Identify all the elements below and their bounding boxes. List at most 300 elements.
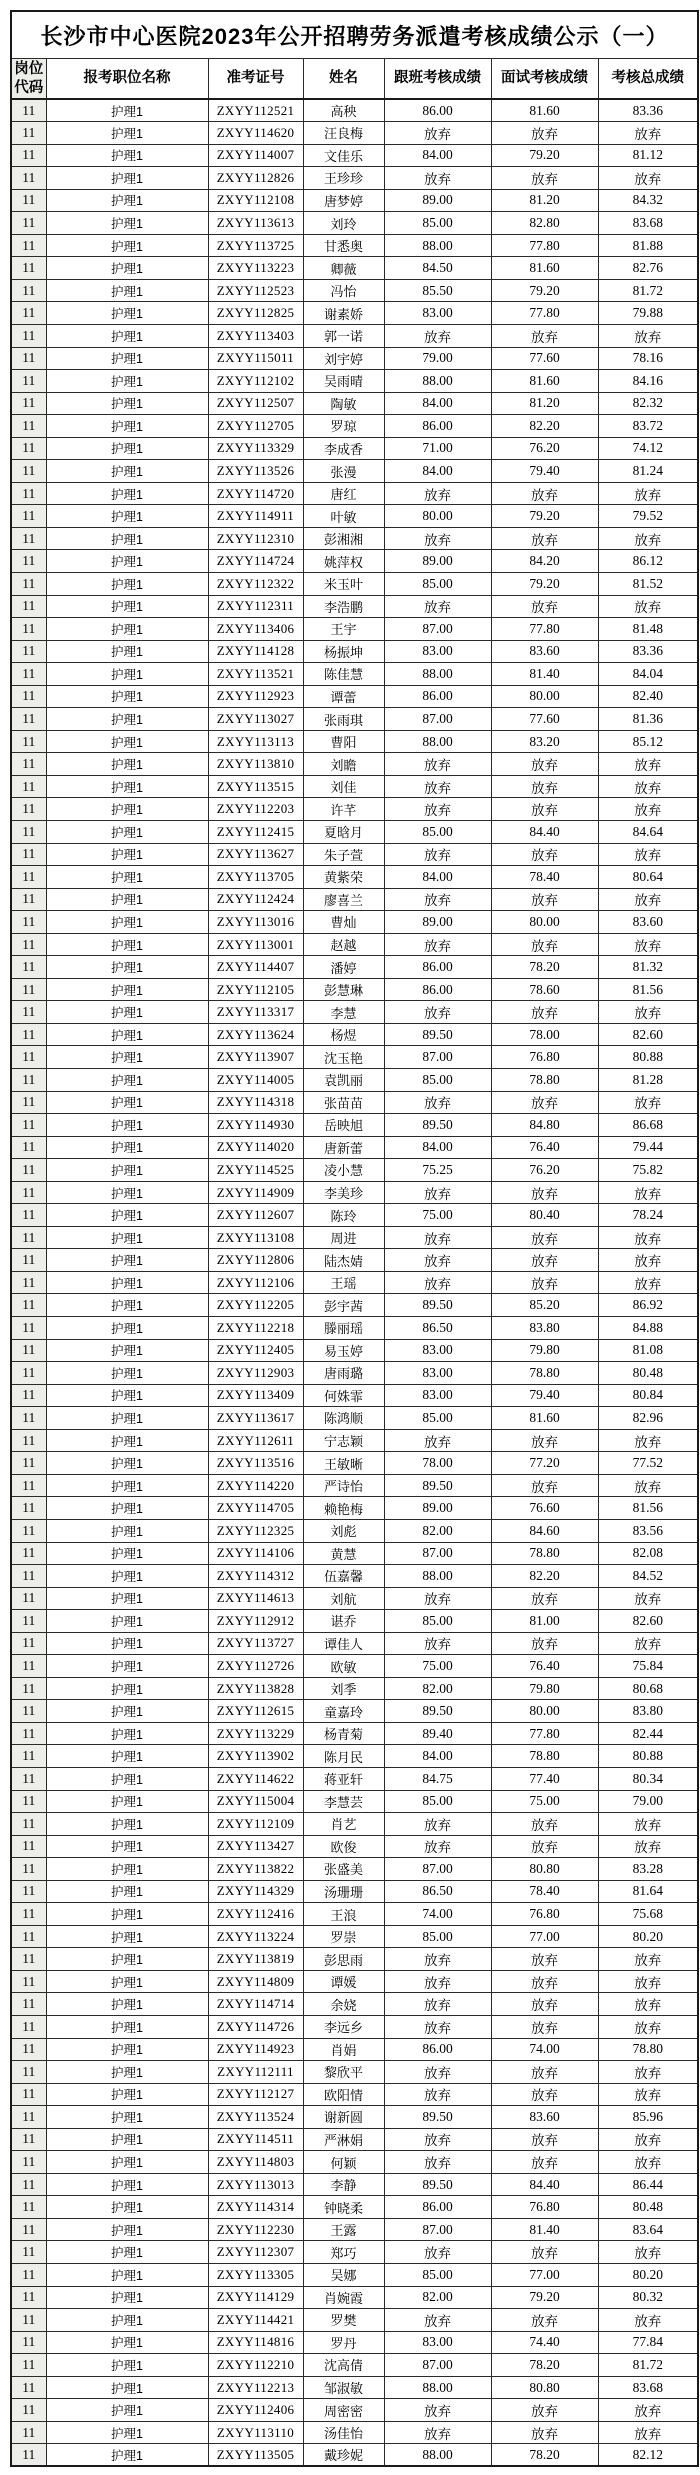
table-row bbox=[11, 888, 698, 911]
cell-position-name: 护理1 bbox=[46, 866, 208, 889]
cell-position-name: 护理1 bbox=[46, 1069, 208, 1092]
cell-interview-score: 放弃 bbox=[491, 1993, 598, 2016]
cell-shadow-score: 放弃 bbox=[384, 1587, 491, 1610]
table-row bbox=[11, 1565, 698, 1588]
table-row bbox=[11, 212, 698, 235]
cell-candidate-name: 王浪 bbox=[303, 1903, 384, 1926]
cell-position-name: 护理1 bbox=[46, 234, 208, 257]
cell-total-score: 放弃 bbox=[598, 1970, 698, 1993]
cell-total-score: 81.52 bbox=[598, 572, 698, 595]
cell-position-code: 11 bbox=[11, 1181, 46, 1204]
table-row bbox=[11, 1610, 698, 1633]
table-row bbox=[11, 2015, 698, 2038]
cell-total-score: 83.68 bbox=[598, 2376, 698, 2399]
table-row bbox=[11, 1497, 698, 1520]
cell-shadow-score: 89.50 bbox=[384, 2106, 491, 2129]
cell-interview-score: 80.00 bbox=[491, 911, 598, 934]
cell-total-score: 80.34 bbox=[598, 1767, 698, 1790]
cell-interview-score: 放弃 bbox=[491, 2083, 598, 2106]
cell-total-score: 83.72 bbox=[598, 415, 698, 438]
cell-position-code: 11 bbox=[11, 212, 46, 235]
cell-shadow-score: 84.00 bbox=[384, 392, 491, 415]
cell-shadow-score: 放弃 bbox=[384, 2151, 491, 2174]
table-row bbox=[11, 1790, 698, 1813]
cell-shadow-score: 放弃 bbox=[384, 1835, 491, 1858]
cell-position-name: 护理1 bbox=[46, 1565, 208, 1588]
cell-position-name: 护理1 bbox=[46, 798, 208, 821]
cell-candidate-name: 王瑶 bbox=[303, 1271, 384, 1294]
cell-interview-score: 83.60 bbox=[491, 2106, 598, 2129]
cell-interview-score: 81.40 bbox=[491, 663, 598, 686]
cell-ticket-number: ZXYY112923 bbox=[208, 685, 303, 708]
table-row bbox=[11, 1181, 698, 1204]
cell-shadow-score: 89.40 bbox=[384, 1722, 491, 1745]
cell-total-score: 83.28 bbox=[598, 1858, 698, 1881]
cell-ticket-number: ZXYY112213 bbox=[208, 2376, 303, 2399]
cell-position-code: 11 bbox=[11, 1700, 46, 1723]
cell-candidate-name: 沈玉艳 bbox=[303, 1046, 384, 1069]
cell-interview-score: 74.00 bbox=[491, 2038, 598, 2061]
cell-ticket-number: ZXYY112311 bbox=[208, 595, 303, 618]
cell-interview-score: 放弃 bbox=[491, 595, 598, 618]
table-head bbox=[11, 11, 698, 99]
cell-ticket-number: ZXYY113822 bbox=[208, 1858, 303, 1881]
cell-position-code: 11 bbox=[11, 1271, 46, 1294]
cell-position-name: 护理1 bbox=[46, 1542, 208, 1565]
cell-interview-score: 79.20 bbox=[491, 505, 598, 528]
cell-shadow-score: 放弃 bbox=[384, 595, 491, 618]
cell-position-name: 护理1 bbox=[46, 99, 208, 122]
cell-candidate-name: 杨青菊 bbox=[303, 1722, 384, 1745]
cell-position-name: 护理1 bbox=[46, 1001, 208, 1024]
cell-position-code: 11 bbox=[11, 437, 46, 460]
cell-total-score: 放弃 bbox=[598, 2421, 698, 2444]
cell-interview-score: 78.20 bbox=[491, 2354, 598, 2377]
table-row bbox=[11, 1204, 698, 1227]
cell-total-score: 75.84 bbox=[598, 1655, 698, 1678]
cell-position-name: 护理1 bbox=[46, 2354, 208, 2377]
cell-candidate-name: 李美珍 bbox=[303, 1181, 384, 1204]
cell-interview-score: 77.60 bbox=[491, 347, 598, 370]
cell-total-score: 84.88 bbox=[598, 1317, 698, 1340]
cell-position-name: 护理1 bbox=[46, 1249, 208, 1272]
cell-shadow-score: 放弃 bbox=[384, 1813, 491, 1836]
cell-interview-score: 放弃 bbox=[491, 1226, 598, 1249]
cell-ticket-number: ZXYY112102 bbox=[208, 370, 303, 393]
header-row bbox=[11, 59, 698, 100]
cell-ticket-number: ZXYY114525 bbox=[208, 1159, 303, 1182]
cell-total-score: 81.24 bbox=[598, 460, 698, 483]
cell-total-score: 放弃 bbox=[598, 122, 698, 145]
cell-interview-score: 76.40 bbox=[491, 1136, 598, 1159]
cell-total-score: 86.68 bbox=[598, 1114, 698, 1137]
cell-position-code: 11 bbox=[11, 1294, 46, 1317]
cell-position-name: 护理1 bbox=[46, 1587, 208, 1610]
cell-candidate-name: 廖喜兰 bbox=[303, 888, 384, 911]
cell-interview-score: 77.80 bbox=[491, 618, 598, 641]
cell-ticket-number: ZXYY112903 bbox=[208, 1362, 303, 1385]
cell-position-name: 护理1 bbox=[46, 1858, 208, 1881]
cell-shadow-score: 89.50 bbox=[384, 1700, 491, 1723]
cell-position-code: 11 bbox=[11, 911, 46, 934]
cell-ticket-number: ZXYY112424 bbox=[208, 888, 303, 911]
cell-interview-score: 82.80 bbox=[491, 212, 598, 235]
cell-position-name: 护理1 bbox=[46, 1903, 208, 1926]
cell-ticket-number: ZXYY115011 bbox=[208, 347, 303, 370]
cell-shadow-score: 83.00 bbox=[384, 1362, 491, 1385]
cell-shadow-score: 85.00 bbox=[384, 212, 491, 235]
table-row bbox=[11, 1745, 698, 1768]
cell-position-name: 护理1 bbox=[46, 2444, 208, 2467]
cell-position-name: 护理1 bbox=[46, 302, 208, 325]
cell-position-name: 护理1 bbox=[46, 324, 208, 347]
column-header-ticket-number: 准考证号 bbox=[208, 59, 303, 100]
cell-shadow-score: 85.50 bbox=[384, 279, 491, 302]
cell-position-name: 护理1 bbox=[46, 730, 208, 753]
cell-total-score: 82.40 bbox=[598, 685, 698, 708]
cell-position-code: 11 bbox=[11, 753, 46, 776]
cell-position-name: 护理1 bbox=[46, 2218, 208, 2241]
cell-shadow-score: 86.00 bbox=[384, 415, 491, 438]
cell-candidate-name: 何姝霏 bbox=[303, 1384, 384, 1407]
cell-total-score: 放弃 bbox=[598, 482, 698, 505]
cell-interview-score: 84.80 bbox=[491, 1114, 598, 1137]
cell-ticket-number: ZXYY112230 bbox=[208, 2218, 303, 2241]
cell-shadow-score: 85.00 bbox=[384, 572, 491, 595]
cell-position-name: 护理1 bbox=[46, 1519, 208, 1542]
cell-position-code: 11 bbox=[11, 1249, 46, 1272]
cell-shadow-score: 71.00 bbox=[384, 437, 491, 460]
cell-total-score: 82.12 bbox=[598, 2444, 698, 2467]
cell-position-name: 护理1 bbox=[46, 1993, 208, 2016]
cell-total-score: 80.32 bbox=[598, 2286, 698, 2309]
cell-total-score: 80.88 bbox=[598, 1046, 698, 1069]
cell-shadow-score: 89.50 bbox=[384, 1294, 491, 1317]
cell-ticket-number: ZXYY113329 bbox=[208, 437, 303, 460]
cell-shadow-score: 放弃 bbox=[384, 888, 491, 911]
cell-ticket-number: ZXYY113305 bbox=[208, 2264, 303, 2287]
cell-candidate-name: 何颖 bbox=[303, 2151, 384, 2174]
cell-position-code: 11 bbox=[11, 1069, 46, 1092]
cell-candidate-name: 余娆 bbox=[303, 1993, 384, 2016]
cell-position-name: 护理1 bbox=[46, 685, 208, 708]
table-row bbox=[11, 775, 698, 798]
cell-ticket-number: ZXYY113524 bbox=[208, 2106, 303, 2129]
cell-position-name: 护理1 bbox=[46, 1813, 208, 1836]
cell-shadow-score: 放弃 bbox=[384, 1091, 491, 1114]
cell-candidate-name: 刘季 bbox=[303, 1677, 384, 1700]
cell-candidate-name: 曹阳 bbox=[303, 730, 384, 753]
table-row bbox=[11, 1069, 698, 1092]
table-row bbox=[11, 1114, 698, 1137]
cell-shadow-score: 88.00 bbox=[384, 234, 491, 257]
cell-interview-score: 放弃 bbox=[491, 2421, 598, 2444]
cell-ticket-number: ZXYY112325 bbox=[208, 1519, 303, 1542]
cell-interview-score: 81.60 bbox=[491, 257, 598, 280]
cell-position-code: 11 bbox=[11, 2038, 46, 2061]
table-row bbox=[11, 1474, 698, 1497]
cell-candidate-name: 李慧芸 bbox=[303, 1790, 384, 1813]
cell-position-code: 11 bbox=[11, 2264, 46, 2287]
cell-interview-score: 放弃 bbox=[491, 2399, 598, 2422]
cell-candidate-name: 严淋娟 bbox=[303, 2128, 384, 2151]
cell-ticket-number: ZXYY112726 bbox=[208, 1655, 303, 1678]
cell-position-name: 护理1 bbox=[46, 1655, 208, 1678]
cell-shadow-score: 88.00 bbox=[384, 663, 491, 686]
cell-shadow-score: 87.00 bbox=[384, 708, 491, 731]
cell-total-score: 81.32 bbox=[598, 956, 698, 979]
column-header-shadow-score: 跟班考核成绩 bbox=[384, 59, 491, 100]
cell-ticket-number: ZXYY113406 bbox=[208, 618, 303, 641]
table-row bbox=[11, 572, 698, 595]
cell-position-code: 11 bbox=[11, 1204, 46, 1227]
cell-interview-score: 放弃 bbox=[491, 1813, 598, 1836]
cell-interview-score: 79.80 bbox=[491, 1339, 598, 1362]
cell-position-code: 11 bbox=[11, 1542, 46, 1565]
cell-shadow-score: 85.00 bbox=[384, 821, 491, 844]
cell-ticket-number: ZXYY113110 bbox=[208, 2421, 303, 2444]
cell-total-score: 放弃 bbox=[598, 1587, 698, 1610]
cell-total-score: 81.72 bbox=[598, 279, 698, 302]
cell-shadow-score: 87.00 bbox=[384, 1858, 491, 1881]
cell-total-score: 放弃 bbox=[598, 1249, 698, 1272]
cell-shadow-score: 89.50 bbox=[384, 1474, 491, 1497]
cell-ticket-number: ZXYY114930 bbox=[208, 1114, 303, 1137]
cell-ticket-number: ZXYY112826 bbox=[208, 167, 303, 190]
cell-total-score: 放弃 bbox=[598, 527, 698, 550]
cell-ticket-number: ZXYY113725 bbox=[208, 234, 303, 257]
cell-total-score: 83.68 bbox=[598, 212, 698, 235]
cell-ticket-number: ZXYY114724 bbox=[208, 550, 303, 573]
cell-total-score: 79.00 bbox=[598, 1790, 698, 1813]
cell-total-score: 77.84 bbox=[598, 2331, 698, 2354]
cell-position-code: 11 bbox=[11, 1993, 46, 2016]
cell-interview-score: 放弃 bbox=[491, 324, 598, 347]
cell-ticket-number: ZXYY113403 bbox=[208, 324, 303, 347]
table-row bbox=[11, 843, 698, 866]
cell-position-code: 11 bbox=[11, 685, 46, 708]
cell-candidate-name: 张苗苗 bbox=[303, 1091, 384, 1114]
cell-total-score: 80.88 bbox=[598, 1745, 698, 1768]
cell-candidate-name: 吴娜 bbox=[303, 2264, 384, 2287]
cell-candidate-name: 凌小慧 bbox=[303, 1159, 384, 1182]
cell-ticket-number: ZXYY112705 bbox=[208, 415, 303, 438]
cell-candidate-name: 彭思雨 bbox=[303, 1948, 384, 1971]
cell-shadow-score: 87.00 bbox=[384, 2354, 491, 2377]
cell-shadow-score: 89.00 bbox=[384, 550, 491, 573]
table-row bbox=[11, 2354, 698, 2377]
cell-total-score: 放弃 bbox=[598, 2015, 698, 2038]
table-row bbox=[11, 2038, 698, 2061]
cell-total-score: 放弃 bbox=[598, 1474, 698, 1497]
table-row bbox=[11, 122, 698, 145]
cell-candidate-name: 谢素娇 bbox=[303, 302, 384, 325]
cell-ticket-number: ZXYY112111 bbox=[208, 2061, 303, 2084]
cell-candidate-name: 邹淑敏 bbox=[303, 2376, 384, 2399]
cell-ticket-number: ZXYY114129 bbox=[208, 2286, 303, 2309]
cell-total-score: 82.32 bbox=[598, 392, 698, 415]
cell-interview-score: 放弃 bbox=[491, 1835, 598, 1858]
cell-position-name: 护理1 bbox=[46, 1722, 208, 1745]
cell-total-score: 84.52 bbox=[598, 1565, 698, 1588]
cell-shadow-score: 88.00 bbox=[384, 370, 491, 393]
cell-position-name: 护理1 bbox=[46, 1677, 208, 1700]
cell-shadow-score: 80.00 bbox=[384, 505, 491, 528]
cell-total-score: 放弃 bbox=[598, 775, 698, 798]
table-row bbox=[11, 2331, 698, 2354]
cell-ticket-number: ZXYY112912 bbox=[208, 1610, 303, 1633]
cell-shadow-score: 放弃 bbox=[384, 1249, 491, 1272]
table-row bbox=[11, 911, 698, 934]
cell-position-code: 11 bbox=[11, 2241, 46, 2264]
cell-interview-score: 81.40 bbox=[491, 2218, 598, 2241]
table-row bbox=[11, 1159, 698, 1182]
cell-ticket-number: ZXYY114816 bbox=[208, 2331, 303, 2354]
cell-shadow-score: 83.00 bbox=[384, 1384, 491, 1407]
cell-position-code: 11 bbox=[11, 1970, 46, 1993]
cell-candidate-name: 汪良梅 bbox=[303, 122, 384, 145]
cell-interview-score: 放弃 bbox=[491, 1091, 598, 1114]
cell-position-code: 11 bbox=[11, 415, 46, 438]
cell-candidate-name: 严诗怡 bbox=[303, 1474, 384, 1497]
cell-interview-score: 78.80 bbox=[491, 1069, 598, 1092]
cell-position-name: 护理1 bbox=[46, 460, 208, 483]
cell-position-code: 11 bbox=[11, 1429, 46, 1452]
cell-position-name: 护理1 bbox=[46, 2421, 208, 2444]
cell-ticket-number: ZXYY113317 bbox=[208, 1001, 303, 1024]
cell-candidate-name: 滕丽瑶 bbox=[303, 1317, 384, 1340]
cell-total-score: 放弃 bbox=[598, 1835, 698, 1858]
cell-ticket-number: ZXYY112105 bbox=[208, 978, 303, 1001]
cell-candidate-name: 欧敏 bbox=[303, 1655, 384, 1678]
cell-ticket-number: ZXYY114909 bbox=[208, 1181, 303, 1204]
cell-position-code: 11 bbox=[11, 370, 46, 393]
cell-ticket-number: ZXYY112611 bbox=[208, 1429, 303, 1452]
cell-candidate-name: 刘宇婷 bbox=[303, 347, 384, 370]
cell-position-name: 护理1 bbox=[46, 1091, 208, 1114]
cell-candidate-name: 沈高倩 bbox=[303, 2354, 384, 2377]
cell-ticket-number: ZXYY114620 bbox=[208, 122, 303, 145]
table-row bbox=[11, 2128, 698, 2151]
cell-total-score: 75.68 bbox=[598, 1903, 698, 1926]
cell-interview-score: 77.00 bbox=[491, 2264, 598, 2287]
table-row bbox=[11, 685, 698, 708]
cell-total-score: 80.48 bbox=[598, 1362, 698, 1385]
cell-interview-score: 放弃 bbox=[491, 933, 598, 956]
cell-position-code: 11 bbox=[11, 1903, 46, 1926]
cell-position-code: 11 bbox=[11, 1925, 46, 1948]
cell-ticket-number: ZXYY112307 bbox=[208, 2241, 303, 2264]
table-row bbox=[11, 1271, 698, 1294]
cell-position-name: 护理1 bbox=[46, 1700, 208, 1723]
cell-position-name: 护理1 bbox=[46, 821, 208, 844]
table-row bbox=[11, 1317, 698, 1340]
cell-interview-score: 80.00 bbox=[491, 685, 598, 708]
cell-position-code: 11 bbox=[11, 1677, 46, 1700]
cell-total-score: 放弃 bbox=[598, 1993, 698, 2016]
cell-interview-score: 83.20 bbox=[491, 730, 598, 753]
cell-candidate-name: 李浩鹏 bbox=[303, 595, 384, 618]
cell-position-code: 11 bbox=[11, 798, 46, 821]
table-row bbox=[11, 2218, 698, 2241]
cell-candidate-name: 唐新蕾 bbox=[303, 1136, 384, 1159]
table-row bbox=[11, 1858, 698, 1881]
cell-position-name: 护理1 bbox=[46, 2399, 208, 2422]
cell-shadow-score: 放弃 bbox=[384, 843, 491, 866]
cell-candidate-name: 童嘉玲 bbox=[303, 1700, 384, 1723]
cell-position-code: 11 bbox=[11, 1001, 46, 1024]
cell-ticket-number: ZXYY112405 bbox=[208, 1339, 303, 1362]
cell-position-code: 11 bbox=[11, 843, 46, 866]
cell-interview-score: 78.80 bbox=[491, 1362, 598, 1385]
cell-candidate-name: 罗丹 bbox=[303, 2331, 384, 2354]
cell-candidate-name: 王敏晰 bbox=[303, 1452, 384, 1475]
cell-ticket-number: ZXYY113810 bbox=[208, 753, 303, 776]
cell-position-code: 11 bbox=[11, 775, 46, 798]
cell-position-name: 护理1 bbox=[46, 2106, 208, 2129]
cell-total-score: 84.64 bbox=[598, 821, 698, 844]
cell-candidate-name: 彭慧琳 bbox=[303, 978, 384, 1001]
cell-ticket-number: ZXYY112106 bbox=[208, 1271, 303, 1294]
cell-position-code: 11 bbox=[11, 663, 46, 686]
cell-position-code: 11 bbox=[11, 482, 46, 505]
table-row bbox=[11, 2309, 698, 2332]
table-row bbox=[11, 978, 698, 1001]
table-row bbox=[11, 167, 698, 190]
cell-position-name: 护理1 bbox=[46, 978, 208, 1001]
cell-candidate-name: 唐雨璐 bbox=[303, 1362, 384, 1385]
table-row bbox=[11, 2444, 698, 2467]
cell-shadow-score: 放弃 bbox=[384, 2399, 491, 2422]
cell-total-score: 84.16 bbox=[598, 370, 698, 393]
cell-position-name: 护理1 bbox=[46, 1294, 208, 1317]
cell-total-score: 放弃 bbox=[598, 2083, 698, 2106]
table-row bbox=[11, 1903, 698, 1926]
cell-ticket-number: ZXYY114613 bbox=[208, 1587, 303, 1610]
cell-interview-score: 84.60 bbox=[491, 1519, 598, 1542]
cell-shadow-score: 86.00 bbox=[384, 2196, 491, 2219]
cell-position-name: 护理1 bbox=[46, 1181, 208, 1204]
table-row bbox=[11, 821, 698, 844]
cell-candidate-name: 冯怡 bbox=[303, 279, 384, 302]
cell-ticket-number: ZXYY113027 bbox=[208, 708, 303, 731]
cell-total-score: 79.52 bbox=[598, 505, 698, 528]
table-row bbox=[11, 933, 698, 956]
cell-candidate-name: 陈月民 bbox=[303, 1745, 384, 1768]
table-row bbox=[11, 2286, 698, 2309]
cell-interview-score: 77.80 bbox=[491, 302, 598, 325]
cell-interview-score: 放弃 bbox=[491, 2309, 598, 2332]
cell-shadow-score: 89.00 bbox=[384, 189, 491, 212]
cell-candidate-name: 许芊 bbox=[303, 798, 384, 821]
cell-ticket-number: ZXYY115004 bbox=[208, 1790, 303, 1813]
cell-total-score: 放弃 bbox=[598, 798, 698, 821]
table-row bbox=[11, 234, 698, 257]
cell-ticket-number: ZXYY112322 bbox=[208, 572, 303, 595]
cell-interview-score: 77.60 bbox=[491, 708, 598, 731]
cell-position-code: 11 bbox=[11, 1767, 46, 1790]
cell-position-name: 护理1 bbox=[46, 775, 208, 798]
cell-candidate-name: 易玉婷 bbox=[303, 1339, 384, 1362]
cell-total-score: 80.68 bbox=[598, 1677, 698, 1700]
cell-total-score: 78.24 bbox=[598, 1204, 698, 1227]
cell-position-code: 11 bbox=[11, 144, 46, 167]
cell-candidate-name: 陈鸿顺 bbox=[303, 1407, 384, 1430]
cell-shadow-score: 83.00 bbox=[384, 1339, 491, 1362]
cell-position-name: 护理1 bbox=[46, 167, 208, 190]
cell-shadow-score: 放弃 bbox=[384, 933, 491, 956]
cell-shadow-score: 88.00 bbox=[384, 2376, 491, 2399]
